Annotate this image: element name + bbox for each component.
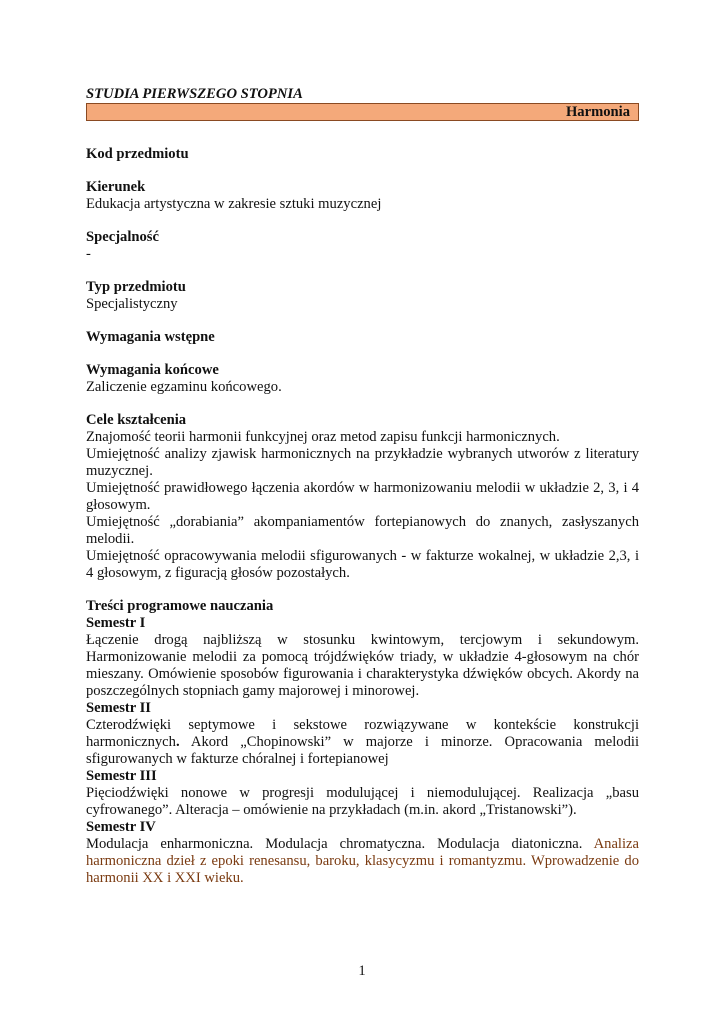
goals-label: Cele kształcenia: [86, 412, 187, 428]
goal-item: Umiejętność opracowywania melodii sfigurowanych - w fakturze wokalnej, w układzie 2,3, i 4 głosowym, z figuracją głosów pozostałych.: [86, 548, 639, 581]
final-requirements-section: [86, 362, 639, 396]
semester-2-text-dot: .: [175, 734, 180, 750]
prerequisites-label: Wymagania wstępne: [86, 329, 215, 345]
program-label: Treści programowe nauczania: [86, 598, 274, 614]
semester-3-text: Pięciodźwięki nonowe w progresji modulującej i niemodulującej. Realizacja „basu cyfrowanego”. Alteracja – omówienie na przykładach (m.in. akord „Tristanowski”).: [86, 785, 639, 818]
final-requirements-label: Wymagania końcowe: [86, 362, 219, 378]
direction-label: Kierunek: [86, 179, 146, 195]
goal-item: Umiejętność analizy zjawisk harmonicznych na przykładzie wybranych utworów z literatury muzycznej.: [86, 446, 639, 479]
program-section: [86, 598, 639, 887]
specialty-value: -: [86, 246, 91, 262]
study-level-title: STUDIA PIERWSZEGO STOPNIA: [86, 86, 303, 102]
semester-2-text: [86, 717, 639, 768]
semester-4-text-plain: Modulacja enharmoniczna. Modulacja chromatyczna. Modulacja diatoniczna.: [86, 836, 594, 852]
semester-1-text: Łączenie drogą najbliższą w stosunku kwintowym, tercjowym i sekundowym. Harmonizowanie melodii za pomocą trójdźwięków triady, w układzie 4-głosowym na chór mieszany. Omówienie sposobów figurowania i charakterystyka dźwięków obcych. Akordy na poszczególnych stopniach gamy majorowej i minorowej.: [86, 632, 639, 699]
type-value: Specjalistyczny: [86, 296, 178, 312]
semester-2-text-a: Czterodźwięki septymowe i sekstowe rozwiązywane w kontekście konstrukcji harmonicznych: [86, 717, 639, 750]
subject-title-bar: Harmonia: [86, 103, 639, 121]
specialty-label: Specjalność: [86, 229, 159, 245]
type-label: Typ przedmiotu: [86, 279, 186, 295]
code-section: [86, 146, 639, 163]
goal-item: Umiejętność prawidłowego łączenia akordów w harmonizowaniu melodii w układzie 2, 3, i 4 głosowym.: [86, 480, 639, 513]
type-section: [86, 279, 639, 313]
semester-2-title: Semestr II: [86, 700, 151, 716]
prerequisites-section: [86, 329, 639, 346]
semester-4-text: [86, 836, 639, 887]
code-label: Kod przedmiotu: [86, 146, 189, 162]
semester-4-text-highlight: Analiza harmoniczna dzieł z epoki renesansu, baroku, klasycyzmu i romantyzmu. Wprowadzenie do harmonii XX i XXI wieku.: [86, 836, 639, 886]
goal-item: Znajomość teorii harmonii funkcyjnej oraz metod zapisu funkcji harmonicznych.: [86, 429, 560, 445]
page-number: 1: [358, 963, 366, 979]
document-page: [86, 86, 639, 887]
direction-value: Edukacja artystyczna w zakresie sztuki muzycznej: [86, 196, 382, 212]
semester-1-title: Semestr I: [86, 615, 146, 631]
goal-item: Umiejętność „dorabiania” akompaniamentów fortepianowych do znanych, zasłyszanych melodii.: [86, 514, 639, 547]
semester-3-title: Semestr III: [86, 768, 157, 784]
semester-4-title: Semestr IV: [86, 819, 156, 835]
goals-section: [86, 412, 639, 582]
direction-section: [86, 179, 639, 213]
semester-2-text-b: Akord „Chopinowski” w majorze i minorze. Opracowania melodii sfigurowanych w fakturze chóralnej i fortepianowej: [86, 734, 639, 767]
specialty-section: [86, 229, 639, 263]
final-requirements-value: Zaliczenie egzaminu końcowego.: [86, 379, 282, 395]
